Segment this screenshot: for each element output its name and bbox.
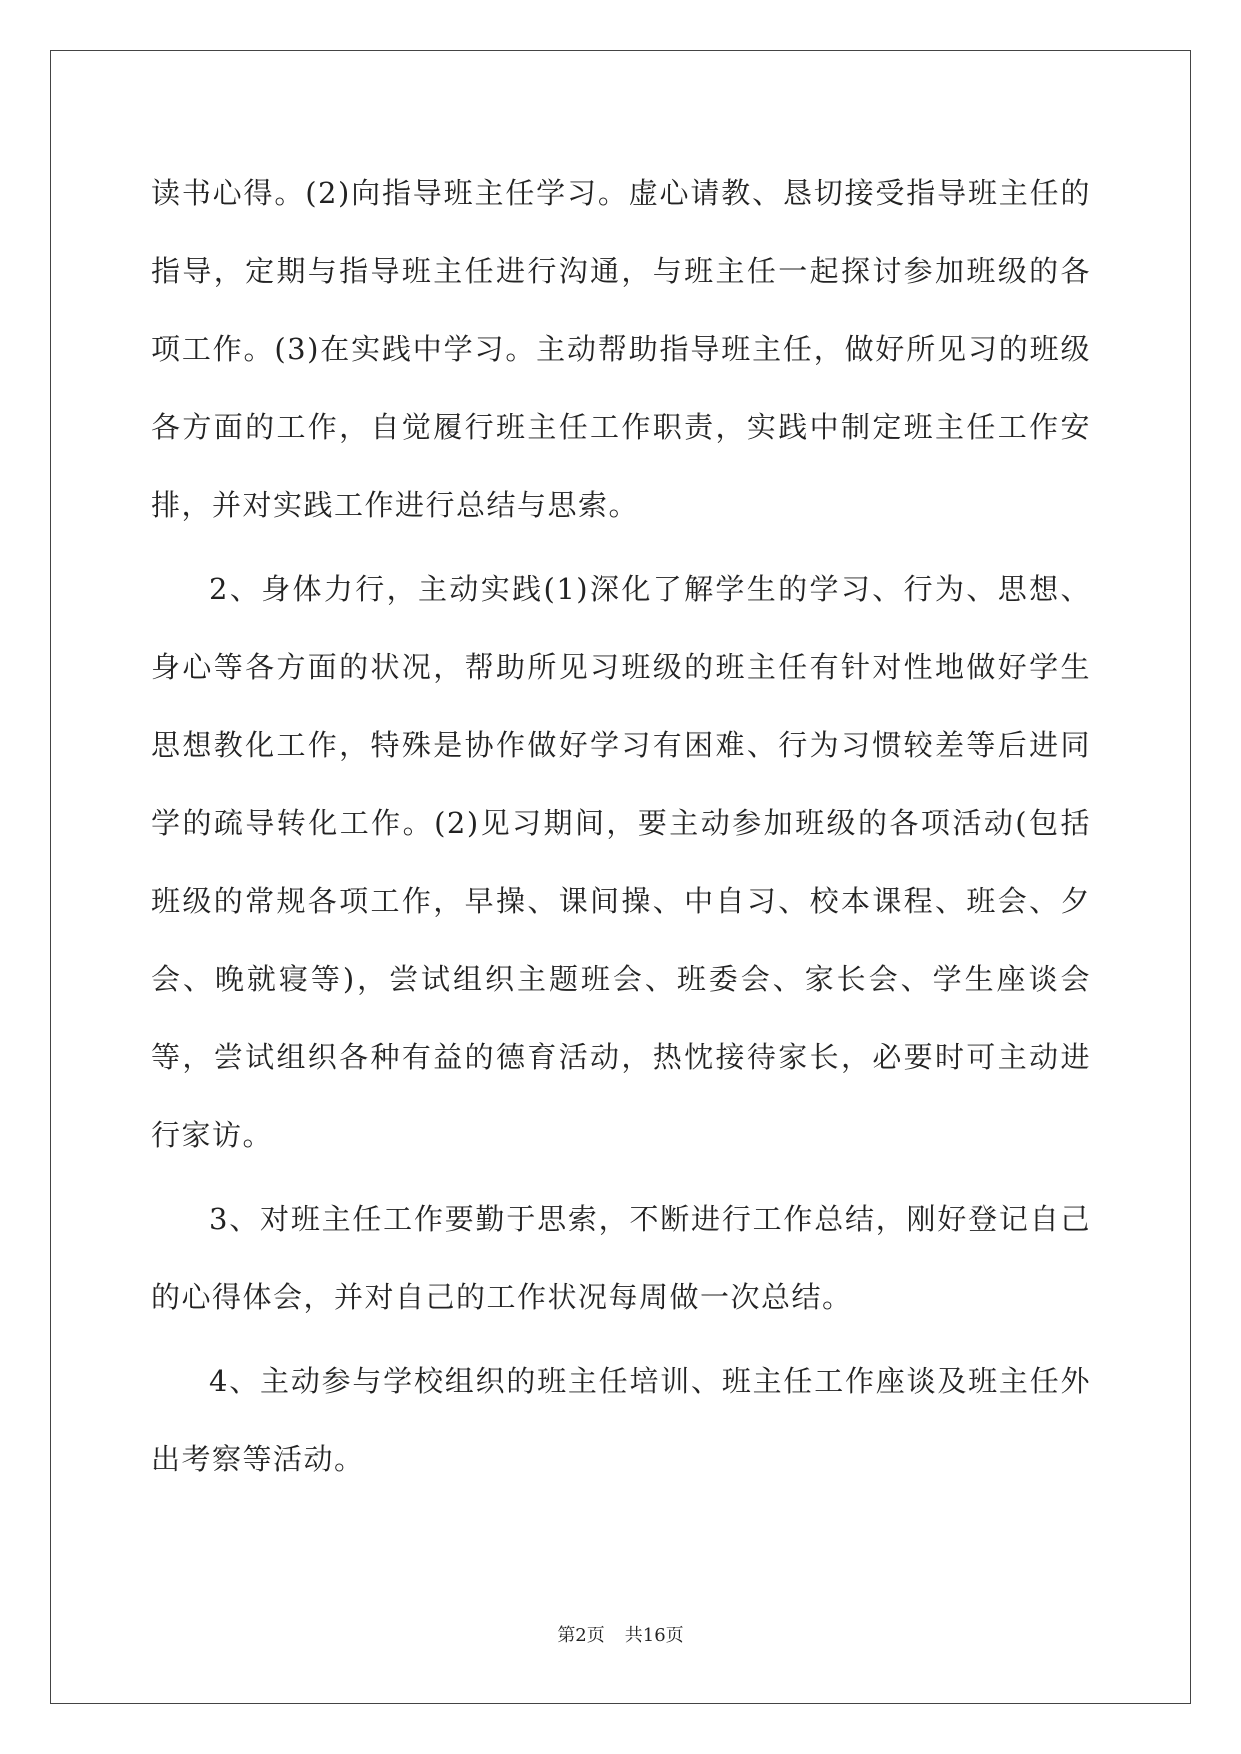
- paragraph: 3、对班主任工作要勤于思索，不断进行工作总结，刚好登记自己的心得体会，并对自己的工作状况每周做一次总结。: [151, 1202, 1091, 1314]
- paragraph: 2、身体力行，主动实践(1)深化了解学生的学习、行为、思想、身心等各方面的状况，帮助所见习班级的班主任有针对性地做好学生思想教化工作，特殊是协作做好学习有困难、行为习惯较差等后进同学的疏导转化工作。(2)见习期间，要主动参加班级的各项活动(包括班级的常规各项工作，早操、课间操、中自习、校本课程、班会、夕会、晚就寝等)，尝试组织主题班会、班委会、家长会、学生座谈会等，尝试组织各种有益的德育活动，热忱接待家长，必要时可主动进行家访。: [151, 572, 1091, 1152]
- page-footer: [0, 1621, 1241, 1647]
- page-number: 第2页: [557, 1625, 605, 1646]
- document-body: [151, 154, 1091, 1498]
- page-total: 共16页: [624, 1625, 684, 1646]
- paragraph: 4、主动参与学校组织的班主任培训、班主任工作座谈及班主任外出考察等活动。: [151, 1364, 1091, 1476]
- paragraph: 读书心得。(2)向指导班主任学习。虚心请教、恳切接受指导班主任的指导，定期与指导班主任进行沟通，与班主任一起探讨参加班级的各项工作。(3)在实践中学习。主动帮助指导班主任，做好所见习的班级各方面的工作，自觉履行班主任工作职责，实践中制定班主任工作安排，并对实践工作进行总结与思索。: [151, 176, 1091, 522]
